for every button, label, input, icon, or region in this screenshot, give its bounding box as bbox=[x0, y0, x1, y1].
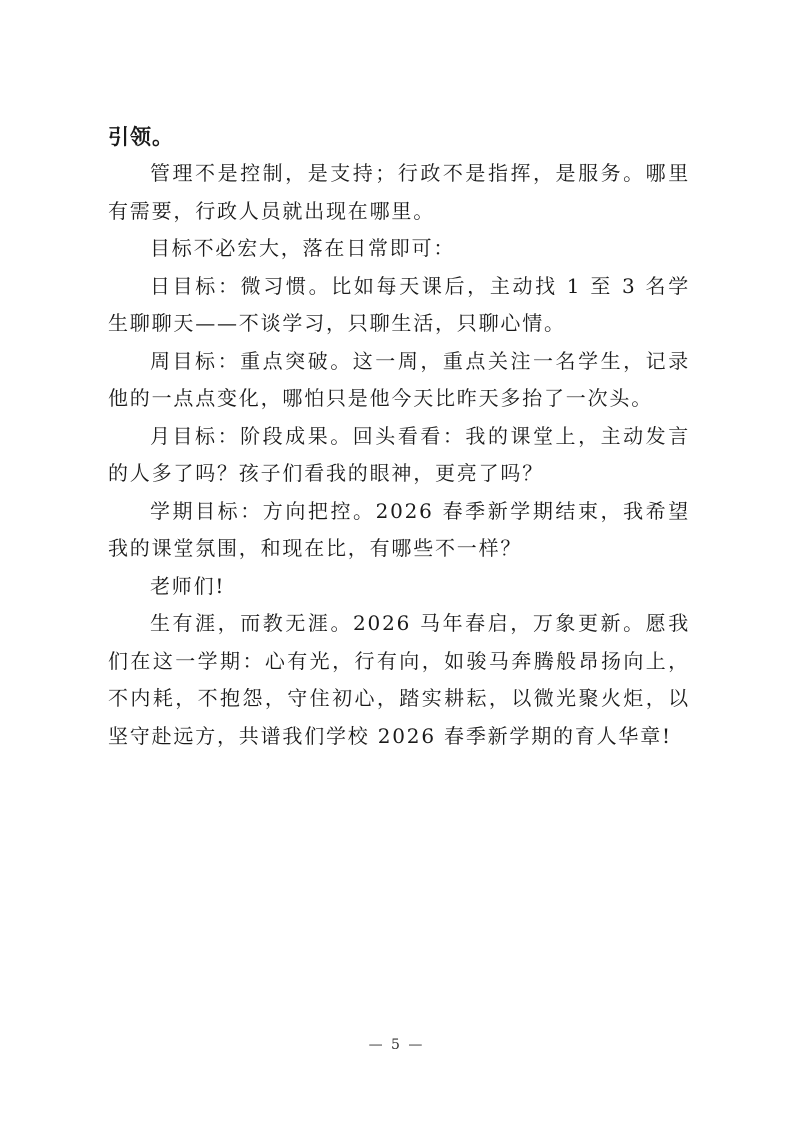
paragraph-daily-goal: 日目标：微习惯。比如每天课后，主动找 1 至 3 名学生聊聊天——不谈学习，只聊生活，只聊心情。 bbox=[108, 273, 690, 335]
heading-continuation: 引领。 bbox=[108, 124, 174, 149]
document-body bbox=[108, 118, 690, 755]
page-number: — 5 — bbox=[368, 1037, 425, 1053]
paragraph-goals-intro: 目标不必宏大，落在日常即可： bbox=[150, 236, 456, 260]
paragraph-closing: 生有涯，而教无涯。2026 马年春启，万象更新。愿我们在这一学期：心有光，行有向，如骏马奔腾般昂扬向上，不内耗，不抱怨，守住初心，踏实耕耘，以微光聚火炬，以坚守赴远方，共谱我们学校 2026 春季新学期的育人华章! bbox=[108, 611, 690, 748]
paragraph-address-teachers: 老师们! bbox=[150, 573, 226, 598]
paragraph-management: 管理不是控制，是支持；行政不是指挥，是服务。哪里有需要，行政人员就出现在哪里。 bbox=[108, 161, 690, 223]
paragraph-semester-goal: 学期目标：方向把控。2026 春季新学期结束，我希望我的课堂氛围，和现在比，有哪些不一样？ bbox=[108, 498, 690, 560]
paragraph-monthly-goal: 月目标：阶段成果。回头看看：我的课堂上，主动发言的人多了吗？孩子们看我的眼神，更亮了吗？ bbox=[108, 423, 690, 485]
paragraph-weekly-goal: 周目标：重点突破。这一周，重点关注一名学生，记录他的一点点变化，哪怕只是他今天比昨天多抬了一次头。 bbox=[108, 348, 690, 410]
